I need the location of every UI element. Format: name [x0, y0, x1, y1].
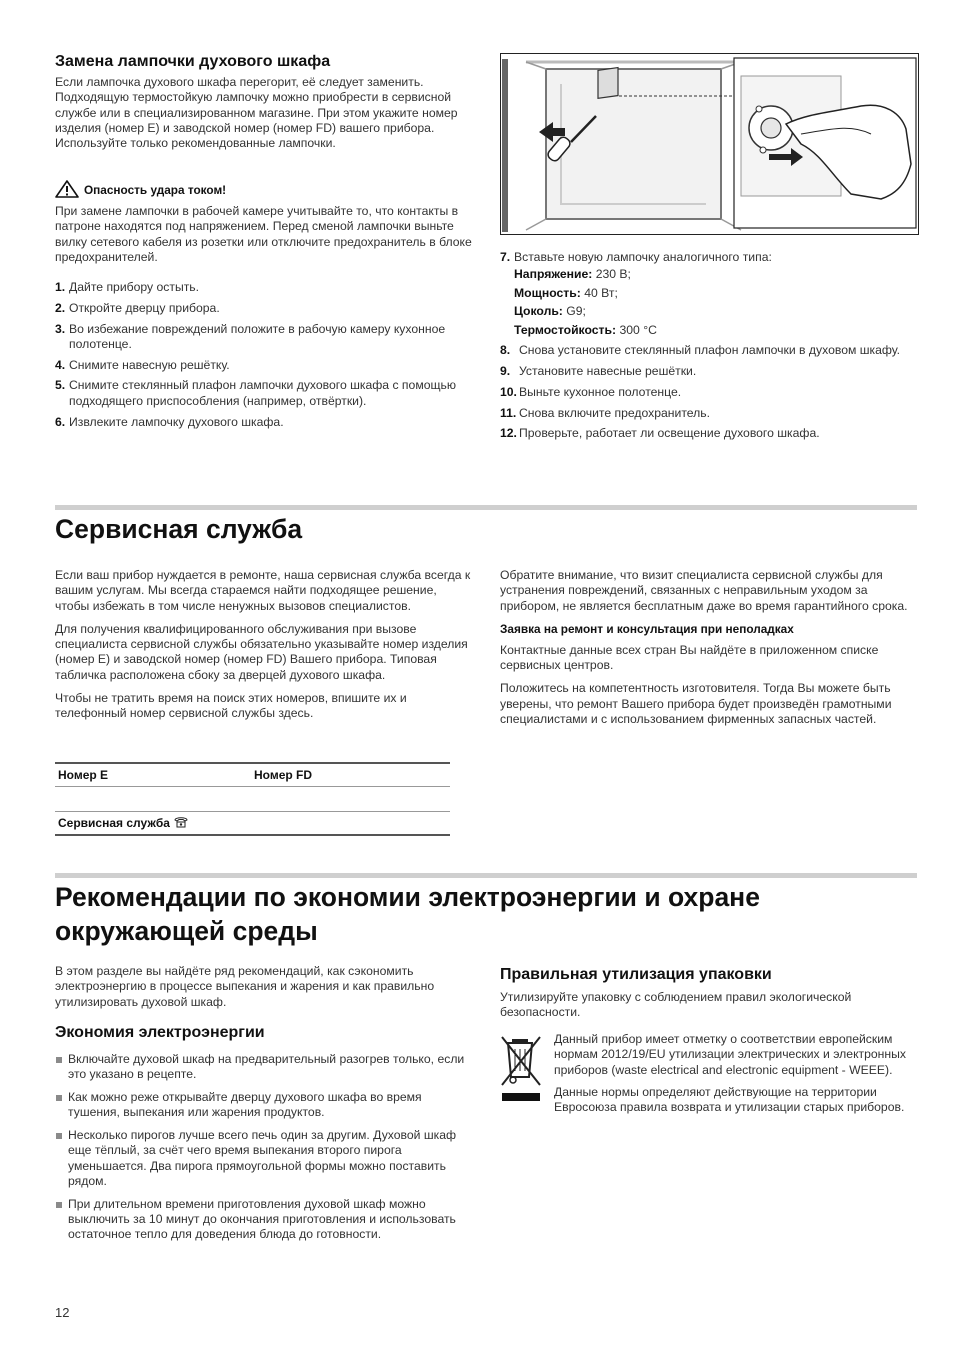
service-right-column	[500, 568, 918, 727]
warning-text: При замене лампочки в рабочей камере учитывайте то, что контакты в патроне находятся под напряжением. Перед сменой лампочки выньте вилку сетевого кабеля из розетки или отключите предохранитель в блоке предохранителей.	[55, 204, 472, 264]
service-paragraph: Если ваш прибор нуждается в ремонте, наша сервисная служба всегда к вашим услугам. Мы всегда стараемся найти подходящее решение, чтобы избежать в том числе ненужных вызовов специалистов.	[55, 568, 471, 613]
list-item: 10. Выньте кухонное полотенце.	[500, 384, 682, 399]
service-paragraph: Обратите внимание, что визит специалиста сервисной службы для устранения повреждений, связанных с неправильным уходом за прибором, не является бесплатным даже во время гарантийного срока.	[500, 568, 908, 613]
service-phone-field[interactable]: Сервисная служба	[55, 812, 450, 836]
service-paragraph: Положитесь на компетентность изготовителя. Тогда Вы можете быть уверены, что ремонт Вашего прибора будет произведён грамотными специалистами и с использованием фирменных запасных частей.	[500, 681, 892, 727]
weee-text: Данные нормы определяют действующие на территории Евросоюза правила возврата и утилизации старых приборов.	[554, 1084, 905, 1115]
warning-title: Опасность удара током!	[84, 183, 227, 197]
section-divider	[55, 505, 917, 510]
weee-crossed-bin-icon	[500, 1035, 542, 1103]
list-item: 11. Снова включите предохранитель.	[500, 405, 710, 420]
list-item: 5. Снимите стеклянный плафон лампочки духового шкафа с помощью подходящего приспособления (например, отвёртки).	[55, 378, 456, 408]
service-paragraph: Контактные данные всех стран Вы найдёте в приложенном списке сервисных центров.	[500, 642, 879, 673]
lamp-steps-right	[500, 343, 918, 441]
service-numbers-table	[55, 762, 450, 836]
oven-lamp-illustration	[501, 54, 918, 234]
list-item: 9. Установите навесные решётки.	[500, 364, 697, 379]
bullet-icon	[56, 1095, 62, 1101]
list-item: Включайте духовой шкаф на предварительный разогрев только, если это указано в рецепте.	[55, 1052, 473, 1083]
list-item: 1. Дайте прибору остыть.	[55, 280, 200, 294]
energy-saving-list	[55, 1052, 473, 1243]
spec-heat-resistance: Термостойкость: 300 °C	[514, 322, 657, 337]
spec-voltage: Напряжение: 230 В;	[514, 267, 631, 282]
list-item: 7. Вставьте новую лампочку аналогичного типа:	[500, 250, 772, 264]
step-7	[500, 250, 918, 265]
spec-socket: Цоколь: G9;	[514, 304, 586, 319]
list-item: 2. Откройте дверцу прибора.	[55, 300, 220, 315]
warning-heading	[55, 180, 470, 198]
service-paragraph: Для получения квалифицированного обслуживания при вызове специалиста сервисной службы обязательно указывайте номер изделия (номер Е) и заводской номер (номер FD) Вашего прибора. Типовая табличка расположена сбоку за дверцей духового шкафа.	[55, 621, 468, 682]
fd-number-field[interactable]: Номер FD	[251, 763, 450, 787]
list-item: 8. Снова установите стеклянный плафон лампочки в духовом шкафу.	[500, 343, 901, 358]
e-number-field[interactable]: Номер Е	[55, 763, 251, 787]
page-number: 12	[55, 1305, 70, 1320]
weee-text-block	[554, 1032, 919, 1115]
list-item: Как можно реже открывайте дверцу духового шкафа во время тушения, выпекания или жарения продуктов.	[55, 1090, 473, 1121]
energy-saving-title: Экономия электроэнергии	[55, 1023, 265, 1041]
lamp-intro-text: Если лампочка духового шкафа перегорит, её следует заменить. Подходящую термостойкую лампочку можно приобрести в сервисной службе или в специализированном магазине. При этом укажите номер изделия (номер Е) и заводской номер (номер FD) вашего прибора. Используйте только рекомендованные лампочки.	[55, 75, 458, 151]
list-item: 6. Извлеките лампочку духового шкафа.	[55, 414, 284, 429]
bulb-spec-list	[500, 265, 918, 339]
lamp-steps-right-block	[500, 250, 918, 447]
list-item: 12. Проверьте, работает ли освещение духового шкафа.	[500, 426, 820, 441]
phone-icon	[173, 816, 189, 828]
spec-power: Мощность: 40 Вт;	[514, 285, 618, 300]
section-divider	[55, 873, 917, 878]
list-item: Несколько пирогов лучше всего печь один за другим. Духовой шкаф еще тёплый, за счёт чего время выпекания второго пирога уменьшается. Два пирога прямоугольной формы можно поставить рядом.	[55, 1128, 473, 1189]
eco-right-column	[500, 965, 918, 1021]
bullet-icon	[56, 1202, 62, 1208]
repair-subtitle: Заявка на ремонт и консультация при неполадках	[500, 621, 794, 636]
list-item: 3. Во избежание повреждений положите в рабочую камеру кухонное полотенце.	[55, 321, 446, 351]
lamp-replacement-illustration	[500, 53, 919, 235]
bullet-icon	[56, 1057, 62, 1063]
lamp-section-title: Замена лампочки духового шкафа	[55, 53, 331, 70]
lamp-steps-left	[55, 280, 470, 435]
service-section-title: Сервисная служба	[55, 514, 303, 544]
eco-intro: В этом разделе вы найдёте ряд рекомендаций, как сэкономить электроэнергию в процессе выпекания и жарения и как правильно утилизировать духовой шкаф.	[55, 964, 435, 1009]
warning-triangle-icon	[55, 180, 79, 198]
eco-left-column	[55, 964, 473, 1250]
list-item: При длительном времени приготовления духовой шкаф можно выключить за 10 минут до окончания приготовления и использовать остаточное тепло для доведения блюда до готовности.	[55, 1197, 473, 1243]
disposal-title: Правильная утилизация упаковки	[500, 966, 772, 983]
service-paragraph: Чтобы не тратить время на поиск этих номеров, впишите их и телефонный номер сервисной службы здесь.	[55, 691, 407, 721]
weee-text: Данный прибор имеет отметку о соответствии европейским нормам 2012/19/EU утилизации электрических и электронных приборов (waste electrical and electronic equipment - WEEE).	[554, 1032, 906, 1077]
service-left-column	[55, 568, 473, 722]
eco-section-title: Рекомендации по экономии электроэнергии и охране окружающей среды	[55, 882, 760, 946]
bullet-icon	[56, 1133, 62, 1139]
disposal-text: Утилизируйте упаковку с соблюдением правил экологической безопасности.	[500, 990, 852, 1020]
blank-row	[55, 787, 450, 812]
list-item: 4. Снимите навесную решётку.	[55, 357, 230, 372]
